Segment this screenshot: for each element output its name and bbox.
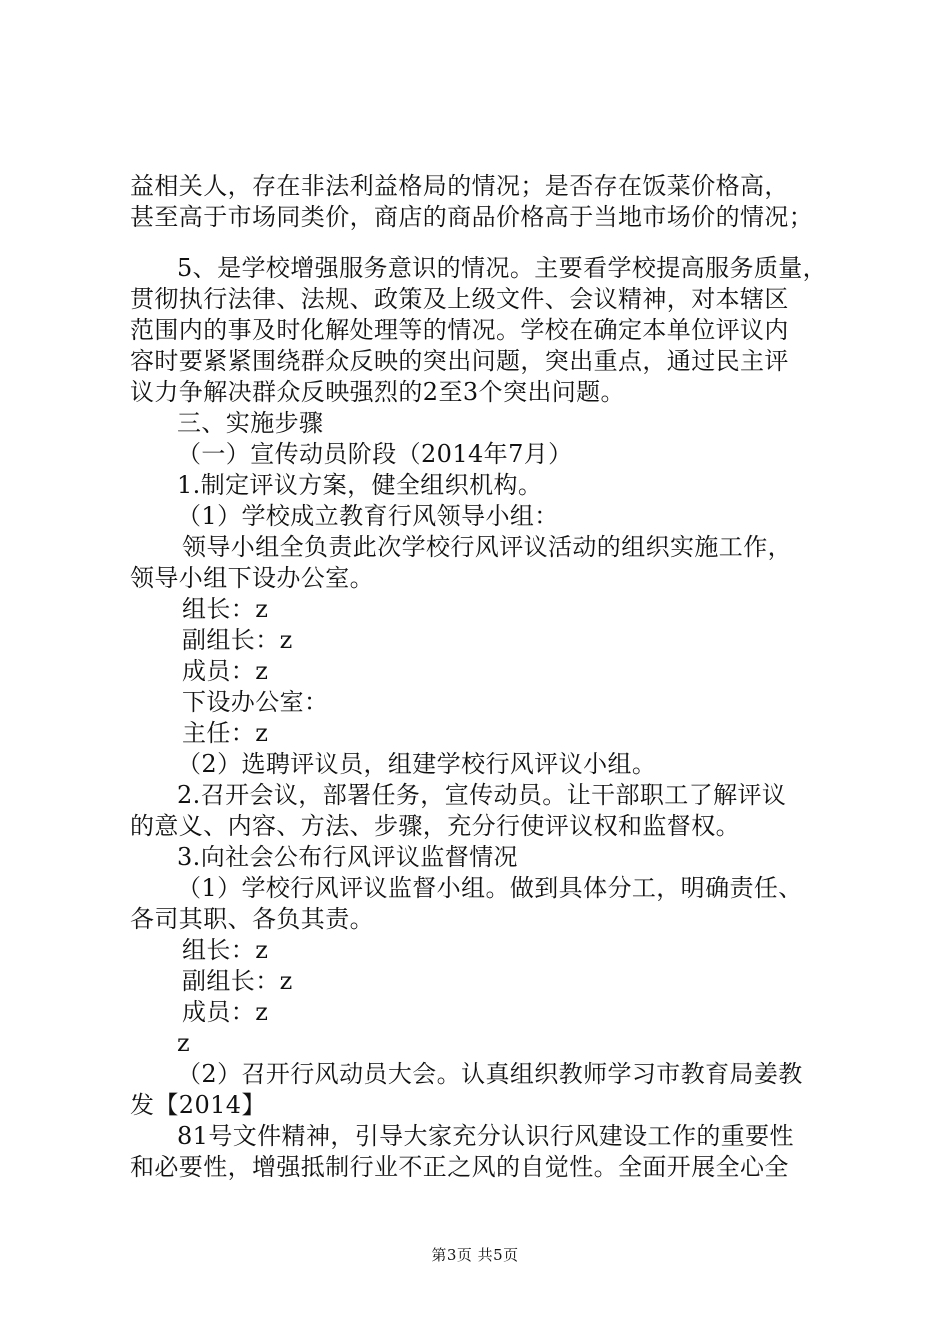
page-number-footer: 第3页 共5页 — [431, 1246, 519, 1264]
group-director: 主任：z — [182, 719, 269, 747]
list-item: 1.制定评议方案，健全组织机构。 — [177, 471, 543, 499]
section-heading: 三、实施步骤 — [177, 409, 324, 437]
group-leader: 组长：z — [182, 595, 269, 623]
text-line: 范围内的事及时化解处理等的情况。学校在确定本单位评议内 — [130, 316, 789, 344]
group-members: 成员：z — [182, 657, 269, 685]
document-body — [130, 171, 835, 1183]
text-line: 和必要性，增强抵制行业不正之风的自觉性。全面开展全心全 — [130, 1153, 789, 1181]
group-office: 下设办公室： — [182, 688, 329, 716]
text-line: 发【2014】 — [130, 1091, 266, 1119]
list-item: 3.向社会公布行风评议监督情况 — [177, 843, 518, 871]
text-line: 益相关人，存在非法利益格局的情况；是否存在饭菜价格高， — [130, 172, 789, 200]
group-extra: z — [177, 1029, 191, 1057]
list-item: （2）召开行风动员大会。认真组织教师学习市教育局姜教 — [177, 1060, 803, 1088]
list-item: （1）学校成立教育行风领导小组： — [177, 502, 559, 530]
list-item: （2）选聘评议员，组建学校行风评议小组。 — [177, 750, 657, 778]
text-line: 各司其职、各负其责。 — [130, 905, 374, 933]
list-item: 2.召开会议，部署任务，宣传动员。让干部职工了解评议 — [177, 781, 787, 809]
text-line: 的意义、内容、方法、步骤，充分行使评议权和监督权。 — [130, 812, 740, 840]
text-line: 领导小组下设办公室。 — [130, 564, 374, 592]
group-vice-leader: 副组长：z — [182, 626, 293, 654]
stage-heading: （一）宣传动员阶段（2014年7月） — [177, 440, 573, 468]
group-vice-leader: 副组长：z — [182, 967, 293, 995]
text-line: 贯彻执行法律、法规、政策及上级文件、会议精神，对本辖区 — [130, 285, 789, 313]
text-line: 5、是学校增强服务意识的情况。主要看学校提高服务质量， — [177, 254, 828, 282]
group-members: 成员：z — [182, 998, 269, 1026]
paragraph-gap — [130, 233, 835, 253]
text-line: 议力争解决群众反映强烈的2至3个突出问题。 — [130, 378, 625, 406]
text-line: 领导小组全负责此次学校行风评议活动的组织实施工作， — [182, 533, 792, 561]
group-leader: 组长：z — [182, 936, 269, 964]
text-line: 甚至高于市场同类价，商店的商品价格高于当地市场价的情况； — [130, 203, 814, 231]
list-item: （1）学校行风评议监督小组。做到具体分工，明确责任、 — [177, 874, 803, 902]
text-line: 81号文件精神，引导大家充分认识行风建设工作的重要性 — [177, 1122, 794, 1150]
text-line: 容时要紧紧围绕群众反映的突出问题，突出重点，通过民主评 — [130, 347, 789, 375]
